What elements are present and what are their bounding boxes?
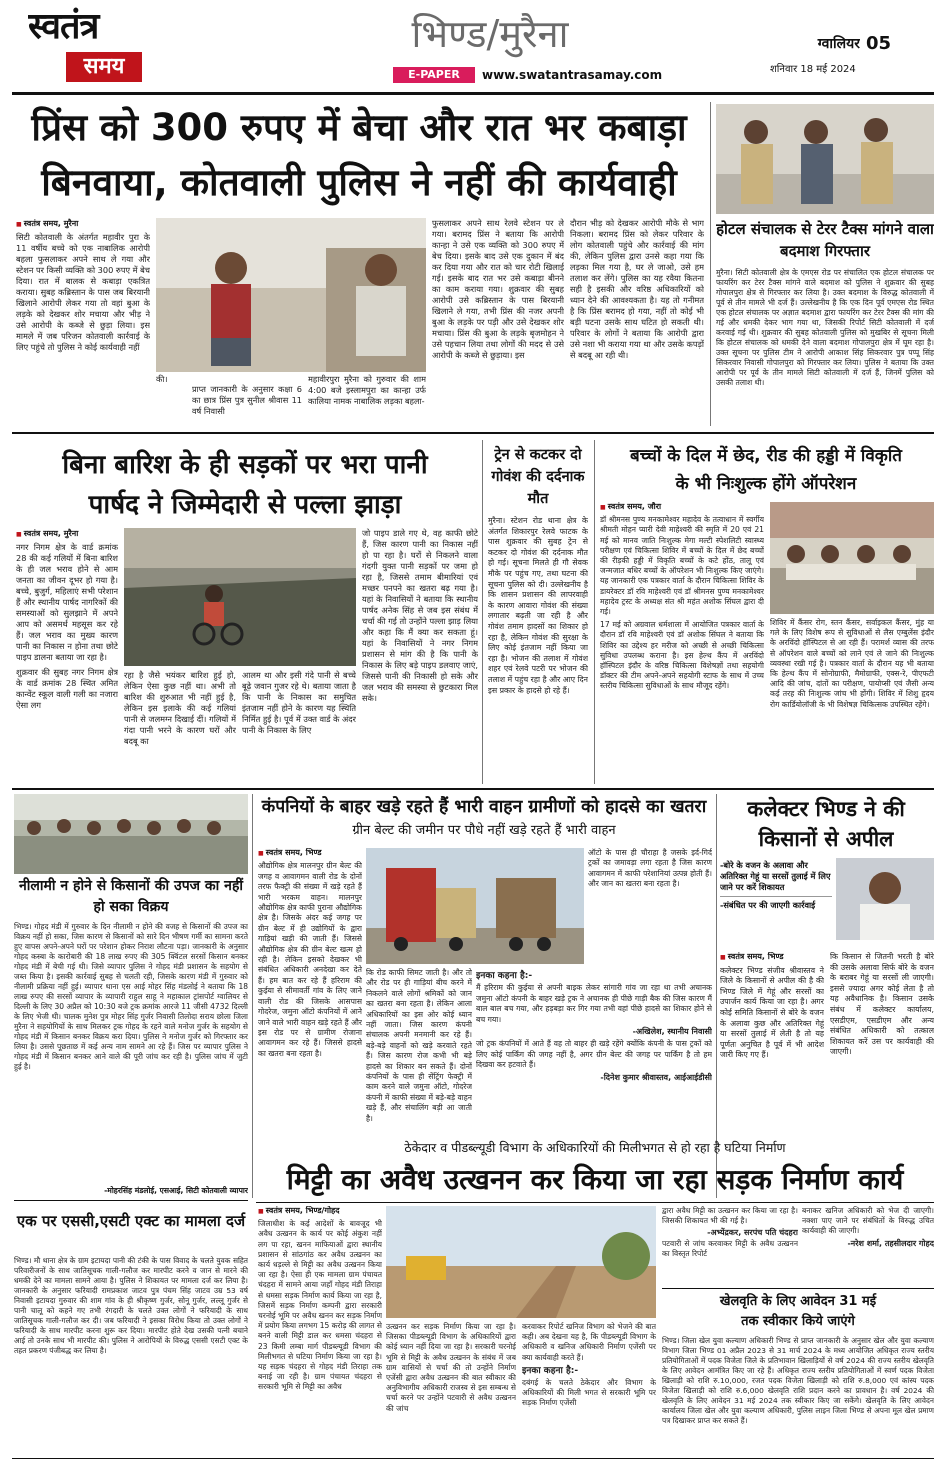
rule-story11	[662, 1288, 934, 1289]
logo-bottom: समय	[66, 52, 142, 82]
divider-story4-story5	[594, 440, 595, 784]
masthead-rule	[12, 92, 934, 95]
story6-signature: -मोहरसिंह मंडलोई, एसआई, सिटी कोतवाली व्यापार	[104, 1186, 248, 1195]
story10-headline: एक पर एससी,एसटी एक्ट का मामला दर्ज	[16, 1212, 246, 1230]
story8-body: कलेक्टर भिण्ड संजीव श्रीवास्तव ने जिले के किसानों से अपील की है की भिण्ड जिले में गेहूं और सरसों का उपार्जन कार्य किया जा रहा है। अगर कोई समिति किसानों से बोरे के वजन के अलावा कुछ और अतिरिक्त गेहूं या सरसों तुलाई में लेती है तो यह पूर्णतः अनुचित है पूर्व में भी आदेश जारी किए गए हैं।	[720, 965, 824, 1060]
story9-col3-text: करवाकर रिपोर्ट खनिज विभाग को भेजने की बात कही। अब देखना यह है, कि पीडब्ल्यूडी विभाग के अधिकारी व खनिज अधिकारी निर्माण एजेंसी पर क्या कार्यवाही करते हैं।	[522, 1322, 656, 1362]
story1-col5: दौरान भीड़ को देखकर आरोपी मौके से भाग निकला। बरामद प्रिंस को लेकर परिवार के लोग कोतवाली पहुंचे और कार्रवाई की मांग की, लेकिन पुलिस द्वारा उनसे कहा गया कि लड़का मिल गया है, घर ले जाओ, उसे हम तलाश कर लेंगे। पुलिस का यह रवैया कितना सही है इसकी और वरिष्ठ अधिकारियों को ध्यान देने की आवश्यकता है। यह तो गनीमत है कि प्रिंस बरामद हो गया, नहीं तो कोई भी बड़ी घटना उसके साथ घटित हो सकती थी। परिवार के लोगों ने बताया कि आरोपी द्वारा उसे नशा भी कराया गया था और उसके कपड़ों से बदबू आ रही थी।	[570, 218, 704, 360]
story7-headline-2: ग्रीन बेल्ट की जमीन पर पौधे नहीं खड़े रहते हैं भारी वाहन	[352, 823, 616, 838]
story9-photo-image	[386, 1206, 656, 1318]
story5-byline: ■ स्वतंत्र समय, जौरा	[600, 502, 764, 513]
story1-headline-1: प्रिंस को 300 रुपए में बेचा और रात भर कबाड़ा	[31, 106, 687, 149]
story11-headline-1: खेलवृति के लिए आवेदन 31 मई	[719, 1294, 877, 1309]
story9-col4-text: द्वारा अवैध मिट्टी का उत्खनन कर किया जा रहा है। जिसकी शिकायत भी की गई है।	[662, 1206, 798, 1226]
story3-photo-image	[124, 528, 356, 666]
story9-col1-text: जिलाधीश के कई आदेशों के बावजूद भी अवैध उत्खनन के कार्य पर कोई अंकुश नहीं लग पा रहा, खनन माफियाओं द्वारा स्थानीय प्रशासन से सांठगांठ कर अवैध उत्खनन का कार्य धड़ल्ले से मिट्टी का अवैध उत्खनन किया जा रहा है। ऐसा ही एक मामला ग्राम पंचायत चंदहरा में सामने आया जहाँ गोहद मंडी तिराहा से धमसा सड़क निर्माण कार्य किया जा रहा है, जिसमें सड़क निर्माण कम्पनी द्वारा सरकारी चरनोई भूमि पर अवैध खनन कर सड़क निर्माण में प्रयोग किया लगभग 15 करोड़ की लागत से बनने वाली मिट्टी डाल कर धमसा चंदहरा से 23 किमी लम्बा मार्ग पीडब्ल्यूडी विभाग की मिलीभगत से घटिया निर्माण किया जा रहा है। यह सड़क चंदहरा से गोहद मंडी तिराहा तक बनाई जा रही है। ग्राम पंचायत चंदहरा से सरकारी भूमि से मिट्टी का अवैध	[258, 1219, 382, 1392]
story9-quote-head: इनका कहना है:-	[522, 1365, 579, 1376]
story5-photo	[770, 502, 934, 614]
story9-col5-text: बनाकर खनिज अधिकारी को भेज दी जाएगी। नक्शा पाए जाने पर संबंधितों के विरुद्ध उचित कार्यवाही की जाएगी।	[802, 1206, 934, 1236]
story3-col3: आलम था और इसी गंदे पानी से बच्चे बूढ़े जवान गुजर रहे थे। बताया जाता है कि पानी के निकास का समुचित इंतजाम नहीं होने के कारण यह स्थिति निर्मित हुई है। पूर्व में उक्त वार्ड के अंदर पानी के निकास के लिए	[242, 670, 356, 735]
story1-col1-text: सिटी कोतवाली के अंतर्गत महावीर पुरा के 11 वर्षीय बच्चे को एक नाबालिक आरोपी बहला फुसलाकर अपने साथ ले गया और स्टेशन पर किसी व्यक्ति को 300 रुपए में बेच दिया। रात में बालक से कबाड़ा एकत्रित कराया। सुबह कब्रिस्तान के पास जब बिरयानी खिलाने आरोपी लेकर गया तो वहां बुआ के लड़के को देखकर शोर मचाया और भीड़ ने उसे आरोपी के कब्जे से छुड़ा लिया। इस मामले में जब परिजन कोतवाली कार्रवाई के लिए पहुंचे तो पुलिस ने कोई कार्यवाही नहीं	[16, 232, 150, 352]
story7-quote2: जो ट्रक कंपनियों में आते हैं वह तो बाहर ही खड़े रहेंगे क्योंकि कंपनी के पास ट्रकों को लिए कोई पार्किंग की जगह नहीं है, अगर ग्रीन बेल्ट की जगह पर पार्किंग है तो हम दिखवा कर हटवाते हैं।	[476, 1039, 712, 1070]
story9-col4b-text: पटवारी से जांच करवाकर मिट्टी के अवैध उत्खनन का विस्तृत रिपोर्ट	[662, 1238, 798, 1258]
story9-kicker: ठेकेदार व पीडब्ल्यूडी विभाग के अधिकारियों की मिलीभगत से हो रहा है घटिया निर्माण	[404, 1140, 786, 1155]
story8-bullets	[720, 860, 832, 950]
page-number: 05	[866, 33, 892, 54]
story1-col2: प्राप्त जानकारी के अनुसार कक्षा 6 का छात्र प्रिंस पुत्र सुनील श्रीवास 11 वर्ष निवासी	[192, 384, 302, 416]
story9-photo	[386, 1206, 656, 1318]
website-link[interactable]: www.swatantrasamay.com	[482, 68, 663, 82]
story5-headline-1: बच्चों के दिल में छेद, रीड की हड्डी में विकृति	[630, 446, 902, 466]
story7-photo	[366, 848, 584, 964]
story3-col4: जो पाइप डाले गए थे, वह काफी छोटे हैं, जिस कारण पानी का निकास नहीं हो पा रहा है। घरों से निकलने वाला गंदगी युक्त पानी सड़कों पर जमा हो रहा है, जिससे तमाम बीमारियां एवं मच्छर पनपने का खतरा बढ़ गया है। यहां के निवासियों ने बताया कि स्थानीय पार्षद अनेक सिंह से जब इस संबंध में चर्चा की गई तो उन्होंने पल्ला झाड़ लिया और कहा कि मैं क्या कर सकता हूं। यहां के निवासियों ने नगर निगम प्रशासन से मांग की है कि पानी के निकास के लिए बड़े पाइप डलवाए जाएं, जिससे पानी की निकासी हो सके और जल भराव की समस्या से छुटकारा मिल सके।	[362, 528, 478, 703]
rule-row2	[12, 788, 934, 790]
story1-col1	[16, 218, 150, 426]
story9-quote: दबंगई के चलते ठेकेदार और विभाग के अधिकारियों की मिली भगत से सरकारी भूमि पर सड़क निर्माण एजेंसी	[522, 1378, 656, 1408]
story9-col1	[258, 1206, 382, 1464]
story1-byline: ■ स्वतंत्र समय, मुरैना	[16, 218, 150, 230]
story7-sig2: -दिनेश कुमार श्रीवास्तव, आईआईडीसी	[600, 1072, 712, 1082]
logo[interactable]	[28, 6, 148, 88]
story1-col3: महावीरपुरा मुरैना को गुरुवार की शाम 4:00 बजे इस्लामपुरा का कान्हा उर्फ कालिया नामक नाबालिक लड़का बहला-	[308, 374, 426, 406]
story1-headline-2: बिनवाया, कोतवाली पुलिस ने नहीं की कार्यवाही	[41, 161, 677, 204]
masthead	[0, 0, 945, 90]
story2-photo	[716, 104, 934, 214]
story7-col2: कि रोड काफी सिमट जाती है। और तो और रोड पर ही गाड़ियां बीच करने में निकलने वाले लोगों श्रमिकों को जान का खतरा बना रहता है। लेकिन आला अधिकारियों का इस ओर कोई ध्यान नहीं जाता। जिस कारण कंपनी संचालक अपनी मनमानी कर रहे हैं। बड़े-बड़े वाहनों को खड़े करवाते रहते हैं। जिस कारण रोज कभी भी बड़े हादसे का शिकार बन सकते हैं। दोनों कंपनियों के पास ही सेंट्रिंग फेक्ट्री में काम करने वाले जमुना ऑटो, गोदरेज कंपनी में काफी संख्या में बड़े-बड़े वाहन खड़े हैं, और संचालिंग बड़ी आ जाती है।	[366, 968, 472, 1123]
story3-headline-2: पार्षद ने जिम्मेदारी से पल्ला झाड़ा	[88, 490, 402, 520]
edition-title: भिण्ड/मुरैना	[411, 12, 569, 56]
story9-col4	[662, 1206, 798, 1286]
story2-headline: होटल संचालक से टेरर टैक्स मांगने वाला बदमाश गिरफ्तार	[716, 220, 934, 260]
story7-col1-text: औद्योगिक क्षेत्र मालनपुर ग्रीन बेल्ट की जगह व आवागमन वाली रोड के दोनों तरफ फैक्ट्री की संख्या में खड़े रहते हैं भारी भरकम वाहन। मालनपुर औद्योगिक क्षेत्र काफी पुराना औद्योगिक क्षेत्र है। जिसके अंदर कई जगह पर ग्रीन बेल्ट में ही उद्योगियों के द्वारा गाड़ियां खड़ी की जाती हैं। जिससे औद्योगिक क्षेत्र की ग्रीन बेल्ट खत्म हो रही है। लेकिन इसको देखकर भी संबंधित अधिकारी अनदेखा कर देते हैं। हम बात कर रहे हैं हरिराम की कुईया से सीमावर्ती गांव के लिए जाने वाली रोड की जिसके आसपास गोदरेज, जमुना ऑटो कंपनियों में आने जाने वाले भारी वाहन खड़े रहते हैं और इस रोड पर से ग्रामीण रोजाना आवागमन कर रहे हैं। जिससे हादसे का खतरा बना रहता है।	[258, 861, 362, 1058]
rule-row1	[12, 432, 934, 434]
story1-col4: फुसलाकर अपने साथ रेलवे स्टेशन पर ले गया। बरामद प्रिंस ने बताया कि आरोपी कान्हा ने उसे एक व्यक्ति को 300 रुपए में बेच दिया। इसके बाद उसे एक दुकान में बंद कर दिया गया और रात को चार रोटी खिलाई गई। इसके बाद रात भर उसे कबाड़ा बीनने का काम कराया गया। शुक्रवार की सुबह आरोपी उसे कब्रिस्तान के पास बिरयानी खिलाने ले गया, तभी प्रिंस की नजर अपनी बुआ के लड़के पर पड़ी और उसे देखकर शोर मचाया। प्रिंस की बुआ के लड़के बृजमोहन ने उसे पहचान लिया तथा लोगों की मदद से उसे आरोपी के कब्जे से छुड़ाया। इस	[432, 218, 564, 360]
story11-body: भिण्ड। जिला खेल युवा कल्याण अधिकारी भिण्ड से प्राप्त जानकारी के अनुसार खेल और युवा कल्याण विभाग जिला भिण्ड 01 अप्रैल 2023 से 31 मार्च 2024 के मध्य आयोजित अधिकृत राज्य स्तरीय प्रतियोगिताओं में पदक विजेता जिले के प्रतिभावान खिलाड़ियों से वर्ष 2024 की राज्य स्तरीय खेलवृति के लिए आवेदन आमंत्रित किए जा रहे हैं। अधिकृत राज्य स्तरीय प्रतियोगिताओं में स्वर्ण पदक विजेता खिलाड़ी को राशि रु.10,000, रजत पदक विजेता खिलाड़ी को राशि रु.8,000 एवं कांस्य पदक विजेता खिलाड़ी को राशि रु.6,000 खेलवृति राशि प्रदान करने का प्रावधान है। वर्ष 2024 की खेलवृति के लिए आवेदन 31 मई 2024 तक स्वीकार किए जा सकेंगे। खेलवृति के लिए आवेदन कार्यालय जिला खेल और युवा कल्याण अधिकारी, पुलिस लाइन जिला भिण्ड से अपना मूल खेल प्रमाण पत्र दिखाकर प्राप्त कर सकते हैं।	[662, 1336, 934, 1425]
story5-photo-image	[770, 502, 934, 614]
story9-byline: ■ स्वतंत्र समय, भिण्ड/गोहद	[258, 1206, 382, 1217]
story9-sig2: -नरेश शर्मा, तहसीलदार गोहद	[847, 1238, 934, 1248]
story7-sig1: -अखिलेश, स्थानीय निवासी	[632, 1027, 712, 1037]
logo-top: स्वतंत्र	[28, 6, 99, 47]
story5-col-right: शिविर में कैंसर रोग, स्तन कैंसर, सर्वाइकल कैंसर, मुंह या गले के लिए विशेष रूप से सुविधाओं से लैस एम्बुलेंस इंदौर के अरविंदो हॉस्पिटल से आ रही हैं। परामर्श व्यास की तरफ से ऑपरेशन वाले बच्चों को लाने एवं ले जाने की निःशुल्क व्यवस्था रखी गई है। पत्रकार वार्ता के दौरान यह भी बताया कि हेल्थ कैंप में सोनोग्राफी, मैमोग्राफी, एक्स-रे, पीएफटी आदि की जांच, दांतों का परीक्षण, पायोप्सी एवं जैसी अन्य कई तरह की निःशुल्क जांच भी होंगी। शिविर में शिशु हृदय रोग कार्डियोलॉजी के भी विशेषज्ञ चिकित्सक उपस्थित रहेंगे।	[770, 618, 934, 709]
story7-quote1: मैं हरिराम की कुईया से अपनी बाइक लेकर सांगारी गांव जा रहा था तभी अचानक जमुना ऑटो कंपनी के बाहर खड़े ट्रक ने अचानक ही पीछे गाड़ी बैक की जिस कारण मैं बाल बाल बच गया, और हड़बड़ा कर गिर गया तभी वहां पीछे हादसे का शिकार होने से बच गया।	[476, 983, 712, 1024]
story7-quote1-head: इनका कहना है:-	[476, 971, 533, 981]
story8-headline-1: कलेक्टर भिण्ड ने की	[747, 797, 905, 821]
story7-col3-top: ऑटो के पास ही चौराहा है जसके इर्द-गिर्द ट्रकों का जमावड़ा लगा रहता है जिस कारण आवागमन में काफी परेशानियां उत्पन्न होती हैं। और जान का खतरा बना रहता है।	[588, 848, 712, 889]
story8-byline: ■ स्वतंत्र समय, भिण्ड	[720, 952, 824, 964]
story9-col5	[802, 1206, 934, 1286]
story6-body: भिण्ड। गोहद मंडी में गुरुवार के दिन नीलामी न होने की वजह से किसानों की उपज का विक्रय नहीं हो सका, जिस कारण से किसानों को सारे दिन भीषण गर्मी का सामना करते हुए वापस अपने-अपने घरों पर परेशान होकर निराश लौटना पड़ा। जानकारी के अनुसार गोहद कस्बा के कारोबारी की 18 लाख रुपए की 305 क्विंटल सरसों किसान बनकर गोहद मंडी में बेची गई थी। जिसे व्यापार पुलिस ने गोहद मंडी प्रशासन के सहयोग से जब्त किया है। इसकी कार्रवाई सुबह से चलती रही, जिसके कारण मंडी में गुरुवार को नीलामी प्रक्रिया नहीं हुई। व्यापार थाना एस आई मोहर सिंह मंडलोई ने बताया कि 18 लाख रुपए की सरसों व्यापार के व्यापारी राहुल साहू ने महाकाल ट्रांसपोर्ट ग्वालियर से दिल्ली के लिए 30 अप्रैल को 10:30 बजे ट्रक क्रमांक आरजे 11 जीसी 4732 दिल्ली के लिए भेजी थी। चालक मुनेश पुत्र मोहर सिंह गुर्जर निवासी तिलोदा सराय छोला जिला मुरैना ने सहयोगियों के साथ मिलकर ट्रक गोहद के रहने वाले मनोज गुर्जर के सहयोग से गोहद मंडी में किसान बनकर विक्रय करा दिया। पुलिस ने मनोज गुर्जर को गिरफ्तार कर लिया है। उससे पूछताछ में कई अन्य नाम सामने आ रहे हैं। जिस पर व्यापार पुलिस ने गोहद मंडी में किसान बनकर आने वाले की पूरी जांच कर रही है। पुलिस जांच में जुटी हुई है।	[14, 922, 248, 1071]
story5-headline-2: के भी निःशुल्क होंगे ऑपरेशन	[675, 474, 857, 494]
story4-body: मुरैना। स्टेशन रोड थाना क्षेत्र के अंतर्गत शिकारपुर रेलवे फाटक के पास शुक्रवार की सुबह ट्रेन से कटकर दो गोवंश की दर्दनाक मौत हो गई। सूचना मिलते ही गौ सेवक मौके पर पहुंच गए, तथा घटना की सूचना पुलिस को दी। उल्लेखनीय है कि शासन प्रशासन की लापरवाही के कारण आवारा गोवंश की संख्या लगातार बढ़ती जा रही है और गोवंश तमाम हादसों का शिकार हो रहा है, लेकिन गोवंश की सुरक्षा के लिए कोई इंतजाम नहीं किया जा रहा है। भोजन की तलाश में गोवंश शहर एवं रेलवे पटरी पर भोजन की तलाश में पहुंच रहा है और आए दिन इस प्रकार के हादसे हो रहे हैं।	[488, 516, 588, 695]
story8-photo-image	[836, 858, 934, 940]
story11-headline-2: तक स्वीकार किये जाएंगे	[741, 1314, 855, 1329]
story6-photo-image	[14, 794, 248, 874]
divider-story1-story2	[710, 102, 711, 426]
story1-photo	[156, 218, 426, 372]
story7-headline-1: कंपनियों के बाहर खड़े रहते हैं भारी वाहन ग्रामीणों को हादसे का खतरा	[261, 797, 707, 817]
story6-headline: नीलामी न होने से किसानों की उपज का नहीं हो सका विक्रय	[18, 878, 244, 915]
story5-body2: 17 मई को अग्रवाल धर्मशाला में आयोजित पत्रकार वार्ता के दौरान डॉ रवि माहेश्वरी एवं डॉ अशोक सिंघल ने बताया कि शिविर का उद्देश्य हर मरीज को अच्छी से अच्छी चिकित्सा सुविधा उपलब्ध कराना है। इस हेल्थ कैंप में अरविंदो हॉस्पिटल इंदौर के वरिष्ठ चिकित्सा विशेषज्ञों तथा सहयोगी डॉक्टर की टीम अपने-अपने सहयोगी स्टाफ के साथ में उच्च स्तरीय चिकित्सा सुविधाओं के साथ मौजूद रहेंगे।	[600, 620, 764, 691]
story3-headline-1: बिना बारिश के ही सड़कों पर भरा पानी	[62, 450, 428, 480]
story2-photo-image	[716, 104, 934, 214]
story8-bullet-1: -बोरे के वजन के अलावा और अतिरिक्त गेहूं या सरसों तुलाई में लिए जाने पर करें शिकायत	[720, 860, 832, 897]
story7-byline: ■ स्वतंत्र समय, भिण्ड	[258, 848, 362, 859]
story7-photo-image	[366, 848, 584, 964]
story2-body: मुरैना। सिटी कोतवाली क्षेत्र के एमएस रोड पर संचालित एक होटल संचालक पर फायरिंग कर टेरर टैक्स मांगने वाले बदमाश को पुलिस ने शुक्रवार की सुबह गोपालपुरा क्षेत्र से गिरफ्तार कर लिया है। उक्त बदमाश के विरुद्ध कोतवाली में पूर्व से तीन मामले भी दर्ज हैं। उल्लेखनीय है कि एक दिन पूर्व एमएस रोड स्थित एक होटल संचालक पर अज्ञात बदमाश द्वारा फायरिंग कर टेरर टैक्स की मांग की गई और धमकी देकर भाग गया था, जिसकी रिपोर्ट सिटी कोतवाली में दर्ज करवाई गई थी। शुक्रवार की सुबह कोतवाली पुलिस को मुखबिर से सूचना मिली कि होटल संचालक को धमकी देने वाला बदमाश गोपालपुरा क्षेत्र में घूम रहा है। उक्त सूचना पर पुलिस टीम ने आरोपी आकाश सिंह सिकरवार पुत्र पप्पू सिंह सिकरवार निवासी गोपालपुरा को गिरफ्तार कर लिया। पुलिस ने बताया कि उक्त आरोपी पर पूर्व के तीन मामले सिटी कोतवाली में दर्ज हैं, जिनमें पुलिस को उसकी तलाश थी।	[716, 268, 934, 387]
story6-photo	[14, 794, 248, 874]
story8-photo	[836, 858, 934, 940]
epaper-label: E-PAPER	[393, 67, 475, 83]
date-line: शनिवार 18 मई 2024	[770, 64, 856, 75]
story5-col-left	[600, 502, 764, 784]
divider-story3-story4	[482, 440, 483, 784]
story3-col1b-text: शुक्रवार की सुबह नगर निगम क्षेत्र के वार्ड क्रमांक 28 स्थित अमित कान्वेंट स्कूल वाली गली का नजारा ऐसा लग	[16, 667, 118, 710]
story8-bullet-2: -संबंधित पर की जाएगी कार्रवाई	[720, 900, 816, 910]
story3-photo	[124, 528, 356, 666]
story10-body: भिण्ड। मौ थाना क्षेत्र के ग्राम इटायदा पानी की टंकी के पास विवाद के चलते युवक सहित परिवारीजनों के साथ जातिसूचक गाली-गलौज कर मारपीट करने व जान से मारने की धमकी देने का मामला सामने आया है। पुलिस ने शिकायत पर मामला दर्ज कर लिया है। जानकारी के अनुसार फरियादी रामप्रकाश जाटव पुत्र पंचम सिंह जाटव उम्र 53 वर्ष निवासी इटायदा गुरुवार की शाम गांव के ही श्रीकृष्ण गुर्जर, सोनू गुर्जर, लल्लू गुर्जर से पानी चालू को कहने गए तभी रंगदारी के चलते उक्त लोगों ने फरियादी के साथ जातिसूचक गाली-गलौज कर दी। जब फरियादी ने इसका विरोध किया तो उक्त लोगों ने फरियादी के साथ मारपीट करना शुरू कर दिया। मारपीट होते देख उसकी पत्नी बचाने आई तो उनके साथ भी मारपीट की। पुलिस ने आरोपियों के विरुद्ध एससी एसटी एक्ट के तहत प्रकरण पंजीबद्ध कर लिया है।	[14, 1256, 248, 1355]
story3-col1-text: नगर निगम क्षेत्र के वार्ड क्रमांक 28 की कई गलियों में बिना बारिश के ही जल भराव होने से आम जनता का जीवन दूभर हो गया है। बच्चे, बुजुर्ग, महिलाएं सभी परेशान हैं और स्थानीय पार्षद नागरिकों की समस्याओं को सुलझाने में अपने आप को असमर्थ महसूस कर रहे हैं। जल भराव का मुख्य कारण पानी का निकास न होना तथा छोटे पाइप डालना बताया जा रहा है।	[16, 542, 118, 662]
story8-headline-2: किसानों से अपील	[758, 827, 894, 851]
story3-col2: रहा है जैसे भयंकर बारिश हुई हो, लेकिन ऐसा कुछ नहीं था। अभी तो बारिश की शुरुआत भी नहीं हुई है, लेकिन इस इलाके की कई गलियां पानी से जलमग्न दिखाई दीं। गलियों में गंदा पानी भरने के कारण घरों और बदबू का	[124, 670, 236, 746]
story3-byline: ■ स्वतंत्र समय, मुरैना	[16, 528, 118, 540]
rule-story10	[14, 1200, 248, 1201]
page-bottom-rule	[12, 1458, 934, 1459]
story1-col1-tail: की।	[156, 374, 168, 384]
story9-sig1: -अभ्येंद्रकर, सरपंच पति चंदहरा	[707, 1228, 798, 1238]
story9-headline: मिट्टी का अवैध उत्खनन कर किया जा रहा सड़क निर्माण कार्य	[286, 1163, 904, 1196]
divider-story6-story7	[252, 794, 253, 1198]
story3-col1	[16, 528, 118, 784]
rule-row3	[256, 1202, 934, 1203]
story1-photo-image	[156, 218, 426, 372]
story4-headline: ट्रेन से कटकर दो गोवंश की दर्दनाक मौत	[491, 447, 585, 507]
city-label: ग्वालियर	[817, 36, 860, 52]
story8-col-right: कि किसान से जितनी भरती है बोरे की उसके अलावा सिर्फ बोरे के वजन के बराबर गेहूं या सरसों ली जाएगी। इससे ज्यादा अगर कोई लेता है तो यह अवैधानिक है। किसान उसके संबंध में कलेक्टर कार्यालय, एसडीएम, एसडीएम और अन्य संबंधित अधिकारी को तत्काल शिकायत करें उस पर कार्यवाही की जाएगी।	[830, 952, 934, 1057]
story9-col2: उत्खनन कर सड़क निर्माण किया जा रहा है। जिसका पीडब्ल्यूडी विभाग के अधिकारियों द्वारा कोई ध्यान नहीं दिया जा रहा है। सरकारी चरनोई भूमि से मिट्टी के अवैध उत्खनन के संबंध में जब ग्राम वासियों से चर्चा की तो उन्होंने निर्माण एजेंसी द्वारा अवैध उत्खनन की बात स्वीकार की अनुविभागीय अधिकारी राजस्व से इस सम्बन्ध से चर्चा करने पर उन्होंने पटवारी से अवैध उत्खनन की जांच	[386, 1322, 516, 1413]
story9-col3	[522, 1322, 656, 1464]
story5-body: डॉ श्रीमनस पुण्य मनकामेश्वर महादेव के तत्वाधान में स्वर्गीय श्रीमती मोहन प्यारी देवी माहेश्वरी की स्मृति में 20 एवं 21 मई को मानव जाति निःशुल्क मेगा मल्टी स्पेशलिटी स्वास्थ्य परीक्षण एवं चिकित्सा शिविर में बच्चों के दिल में छेद बच्चों की रीड़की हड्डी में विकृति बच्चों के कटे होंठ, तालू एवं जन्मजात बधिर बच्चों के ऑपरेशन भी निःशुल्क किए जाएंगे। यह जानकारी एक पत्रकार वार्ता के दौरान चिकित्सा शिविर के डायरेक्टर डॉ रवि माहेश्वरी एवं डॉ श्रीमनस पुण्य मनकामेश्वर महादेव ट्रस्ट के अध्यक्ष संत श्री महंत अशोक सिंघल द्वारा दी गई।	[600, 515, 764, 617]
